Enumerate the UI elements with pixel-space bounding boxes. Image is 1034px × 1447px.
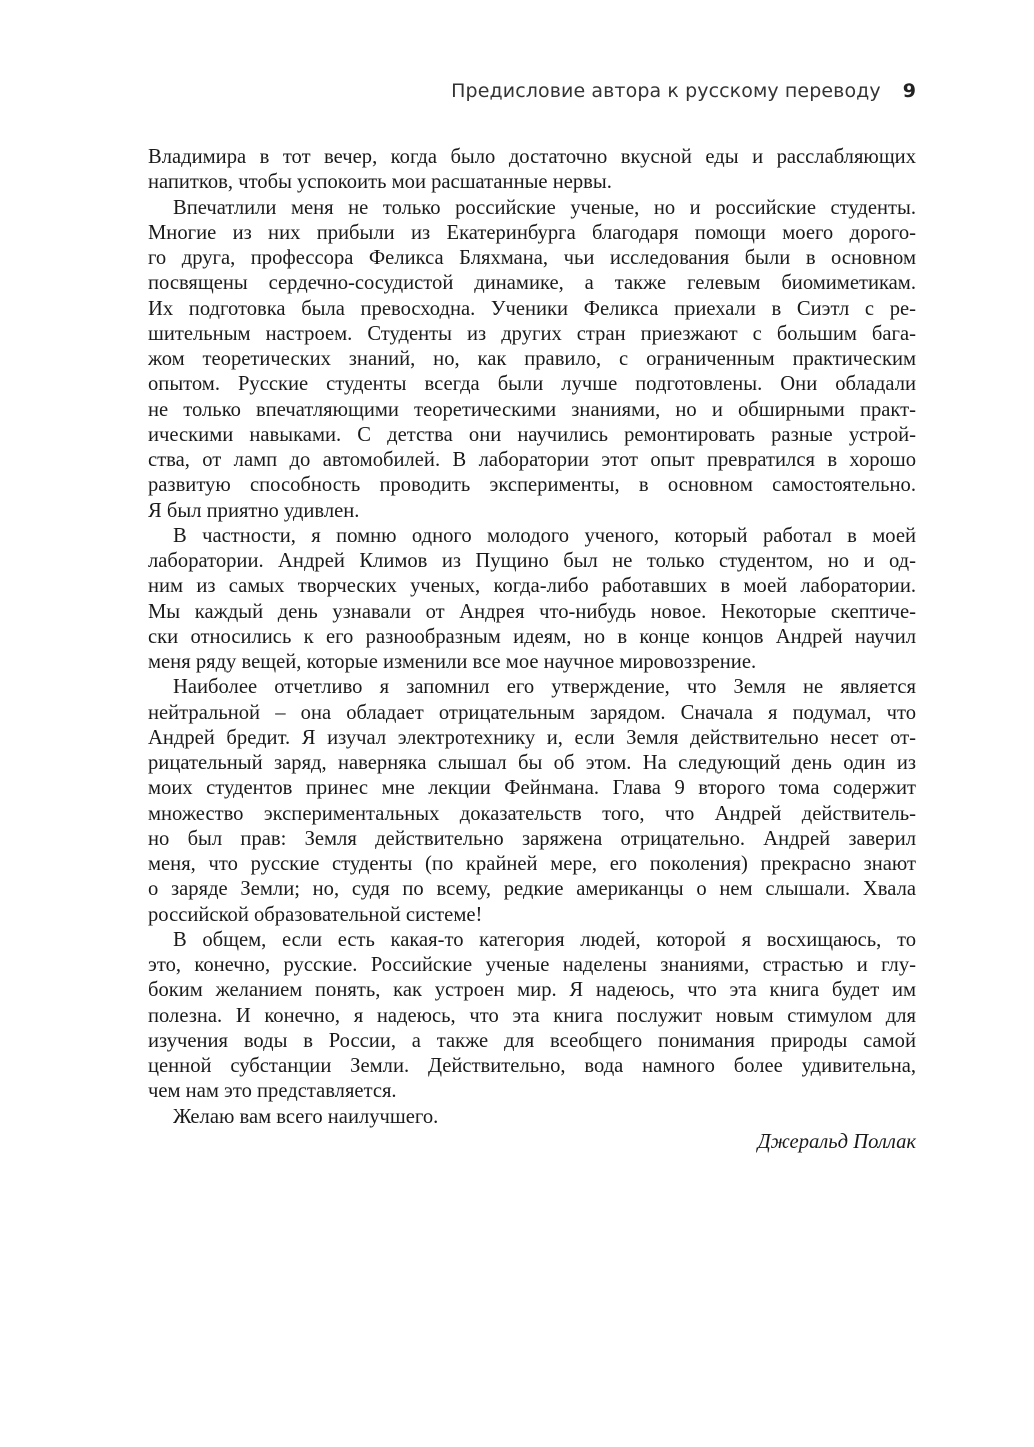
text-line: российской образовательной системе! bbox=[148, 903, 483, 926]
text-line: шительным настроем. Студенты из других стран приезжают с большим бага- bbox=[148, 322, 916, 345]
text-line: Наиболее отчетливо я запомнил его утверждение, что Земля не является bbox=[173, 676, 916, 699]
text-line: В частности, я помню одного молодого ученого, который работал в моей bbox=[173, 524, 916, 547]
text-line: ценной субстанции Земли. Действительно, вода намного более удивительна, bbox=[148, 1055, 916, 1077]
text-line: Владимира в тот вечер, когда было достаточно вкусной еды и расслабляющих bbox=[148, 146, 916, 168]
text-line: полезна. И конечно, я надеюсь, что эта книга послужит новым стимулом для bbox=[148, 1004, 916, 1027]
text-line: меня, что русские студенты (по крайней мере, его поколения) прекрасно знают bbox=[148, 853, 916, 875]
page-number: 9 bbox=[902, 80, 916, 102]
text-line: не только впечатляющими теоретическими знаниями, но и обширными практ- bbox=[148, 398, 916, 421]
text-line: ним из самых творческих ученых, когда-либо работавших в моей лаборатории. bbox=[148, 575, 916, 598]
running-header bbox=[148, 80, 916, 102]
text-line: рицательный заряд, наверняка слышал бы об этом. На следующий день один из bbox=[148, 752, 916, 774]
text-line: Впечатлили меня не только российские ученые, но и российские студенты. bbox=[173, 196, 916, 219]
text-line: изучения воды в России, а также для всеобщего понимания природы самой bbox=[148, 1029, 916, 1052]
author-signature: Джеральд Поллак bbox=[757, 1130, 916, 1153]
text-line: развитую способность проводить эксперименты, в основном самостоятельно. bbox=[148, 474, 916, 497]
text-line: напитков, чтобы успокоить мои расшатанные нервы. bbox=[148, 171, 612, 194]
text-line: боким желанием понять, как устроен мир. Я надеюсь, что эта книга будет им bbox=[148, 979, 916, 1002]
text-line: ства, от ламп до автомобилей. В лаборатории этот опыт превратился в хорошо bbox=[148, 449, 916, 471]
text-line: Я был приятно удивлен. bbox=[148, 499, 360, 522]
text-line: меня ряду вещей, которые изменили все мое научное мировоззрение. bbox=[148, 651, 757, 673]
text-line: жом теоретических знаний, но, как правило, с ограниченным практическим bbox=[148, 348, 916, 370]
text-line: но был прав: Земля действительно заряжена отрицательно. Андрей заверил bbox=[148, 827, 916, 850]
body-text bbox=[148, 145, 916, 1155]
text-line: Многие из них прибыли из Екатеринбурга благодаря помощи моего дорого- bbox=[148, 221, 916, 244]
text-line: лаборатории. Андрей Климов из Пущино был не только студентом, но и од- bbox=[148, 550, 916, 572]
text-line: посвящены сердечно-сосудистой динамике, а также гелевым биомиметикам. bbox=[148, 272, 916, 295]
text-line: ски относились к его разнообразным идеям, но в конце концов Андрей научил bbox=[148, 625, 916, 648]
text-line: го друга, профессора Феликса Бляхмана, чьи исследования были в основном bbox=[148, 247, 916, 269]
text-line: ическими навыками. С детства они научились ремонтировать разные устрой- bbox=[148, 423, 916, 446]
text-line: Их подготовка была превосходна. Ученики Феликса приехали в Сиэтл с ре- bbox=[148, 297, 916, 320]
text-line: Мы каждый день узнавали от Андрея что-нибудь новое. Некоторые скептиче- bbox=[148, 600, 916, 623]
text-line: нейтральной – она обладает отрицательным зарядом. Сначала я подумал, что bbox=[148, 701, 916, 724]
running-header-title: Предисловие автора к русскому переводу bbox=[451, 80, 881, 102]
text-line: это, конечно, русские. Российские ученые наделены знаниями, страстью и глу- bbox=[148, 954, 916, 976]
text-line: В общем, если есть какая-то категория людей, которой я восхищаюсь, то bbox=[173, 928, 916, 951]
text-line: чем нам это представляется. bbox=[148, 1080, 397, 1103]
text-line: моих студентов принес мне лекции Фейнмана. Глава 9 второго тома содержит bbox=[148, 777, 916, 800]
text-line: множество экспериментальных доказательств того, что Андрей действитель- bbox=[148, 802, 916, 825]
text-line: Желаю вам всего наилучшего. bbox=[173, 1105, 439, 1128]
text-line: опытом. Русские студенты всегда были лучше подготовлены. Они обладали bbox=[148, 373, 916, 396]
text-line: Андрей бредит. Я изучал электротехнику и, если Земля действительно несет от- bbox=[148, 726, 916, 749]
text-line: о заряде Земли; но, судя по всему, редкие американцы о нем слышали. Хвала bbox=[148, 878, 916, 901]
